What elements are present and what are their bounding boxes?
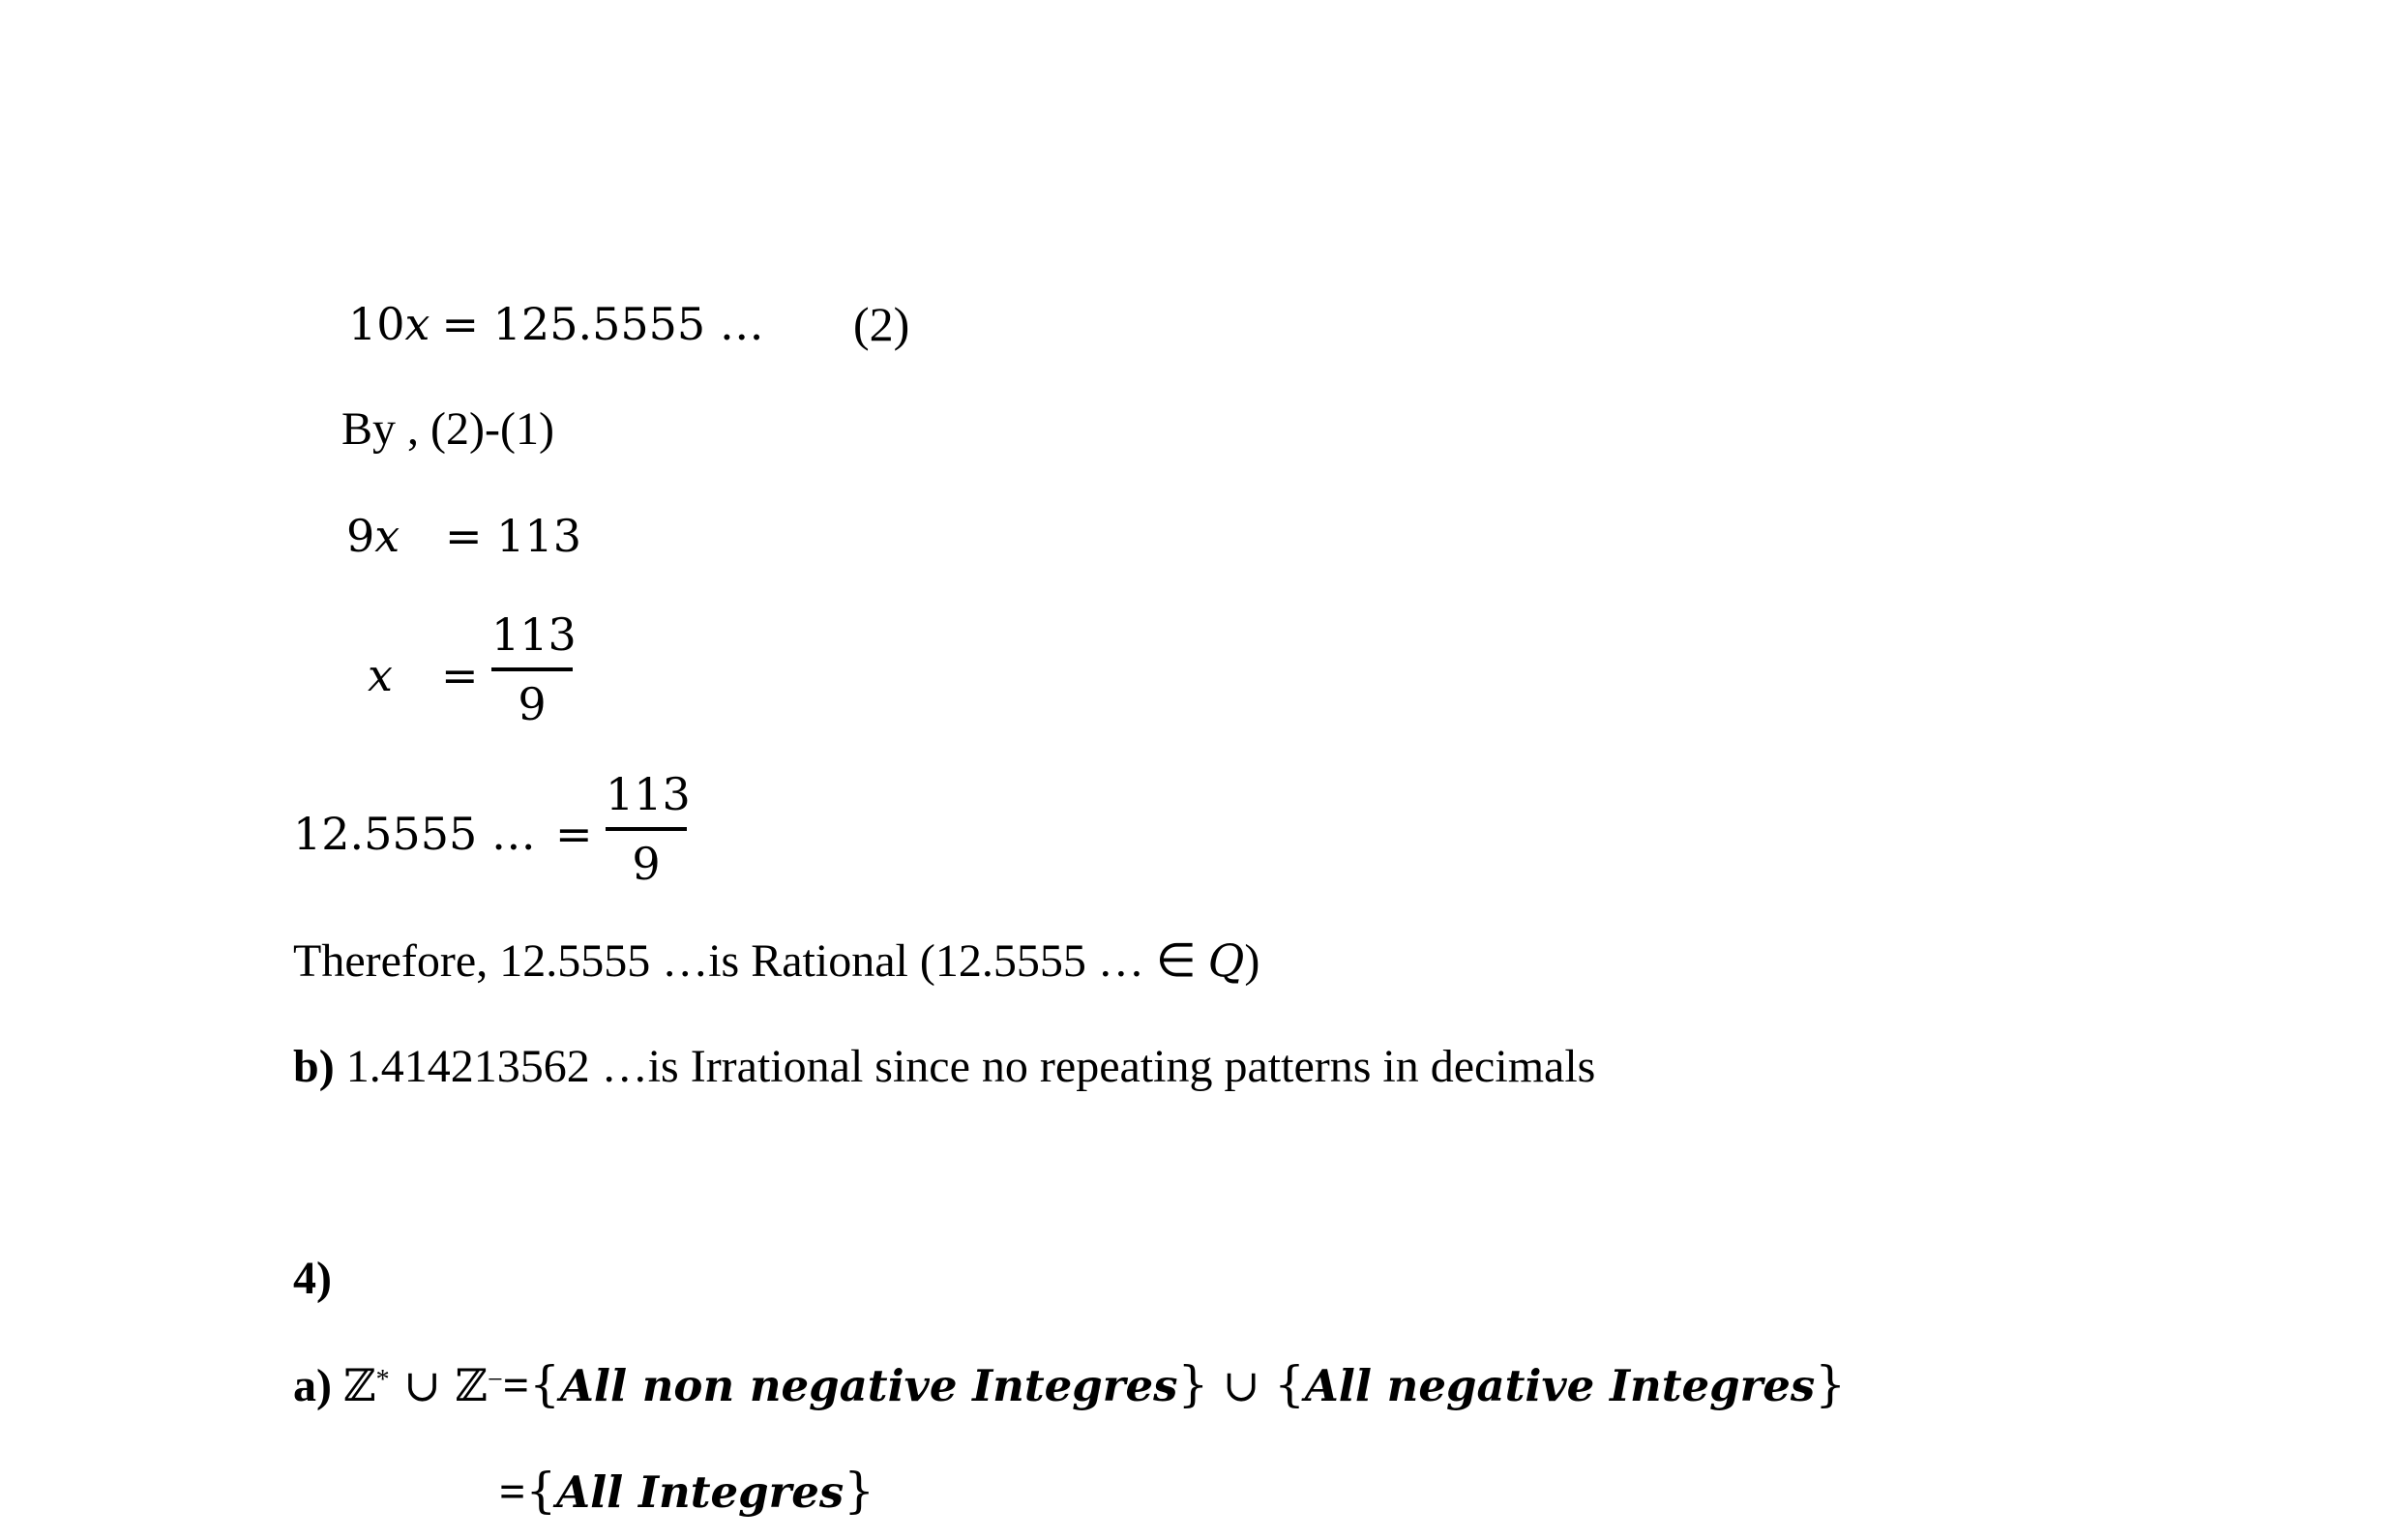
variable: x: [374, 510, 400, 562]
set-description: All non negative Integres: [559, 1360, 1178, 1411]
part-b: [293, 1038, 1595, 1096]
fraction-bar: [606, 827, 687, 831]
equation-5-eq: [555, 805, 593, 864]
coefficient: 10: [348, 298, 405, 350]
fraction-bar: [491, 667, 573, 671]
equals: =: [502, 1360, 530, 1411]
star-superscript: *: [375, 1365, 390, 1395]
equals: =: [555, 808, 593, 860]
part-a: a) ℤ* ∪ ℤ−={All non negative Integres} ∪ {All negative Integres}: [293, 1356, 1847, 1412]
set-q: Q: [1207, 934, 1245, 987]
conclusion-rational: [293, 932, 1259, 991]
conclusion-text: Therefore, 12.5555 …is Rational (12.5555 … ∈: [293, 935, 1208, 987]
equals: =: [441, 649, 479, 701]
equation-3: [346, 507, 400, 566]
equation-tag: (2): [853, 297, 910, 351]
fraction: [606, 767, 691, 891]
variable: x: [404, 298, 430, 350]
equation-2: [348, 295, 764, 354]
fraction: [491, 607, 577, 731]
variable: x: [368, 649, 393, 701]
denominator: 9: [632, 838, 661, 890]
integers-symbol: ℤ: [342, 1359, 376, 1411]
close-paren: ): [1244, 935, 1260, 987]
equation-5-lhs: [293, 805, 536, 864]
minus-superscript: −: [487, 1365, 503, 1395]
equation-3-rhs: [445, 507, 581, 566]
rhs: = 125.5555 …: [441, 298, 764, 350]
equation-4-eq: [441, 646, 479, 705]
integers-symbol: ℤ: [455, 1359, 488, 1411]
set-description: All Integres: [556, 1466, 844, 1518]
coefficient: 9: [346, 510, 375, 562]
step-note: By , (2)-(1): [341, 403, 554, 455]
part-b-text: 1.414213562 …is Irrational since no repeating patterns in decimals: [334, 1041, 1596, 1092]
lhs: 12.5555 …: [293, 808, 536, 860]
part-a-result: ={All Integres}: [499, 1463, 875, 1519]
union: ∪: [389, 1359, 456, 1411]
rhs: = 113: [445, 510, 581, 562]
numerator: 113: [606, 768, 691, 820]
equals: =: [499, 1466, 526, 1518]
equation-4-var: [368, 646, 393, 705]
numerator: 113: [491, 608, 577, 661]
denominator: 9: [518, 678, 547, 730]
part-label: b): [293, 1041, 335, 1092]
part-label: a): [293, 1360, 332, 1411]
question-number: 4): [293, 1253, 332, 1304]
set-description: All negative Integres: [1304, 1360, 1816, 1411]
